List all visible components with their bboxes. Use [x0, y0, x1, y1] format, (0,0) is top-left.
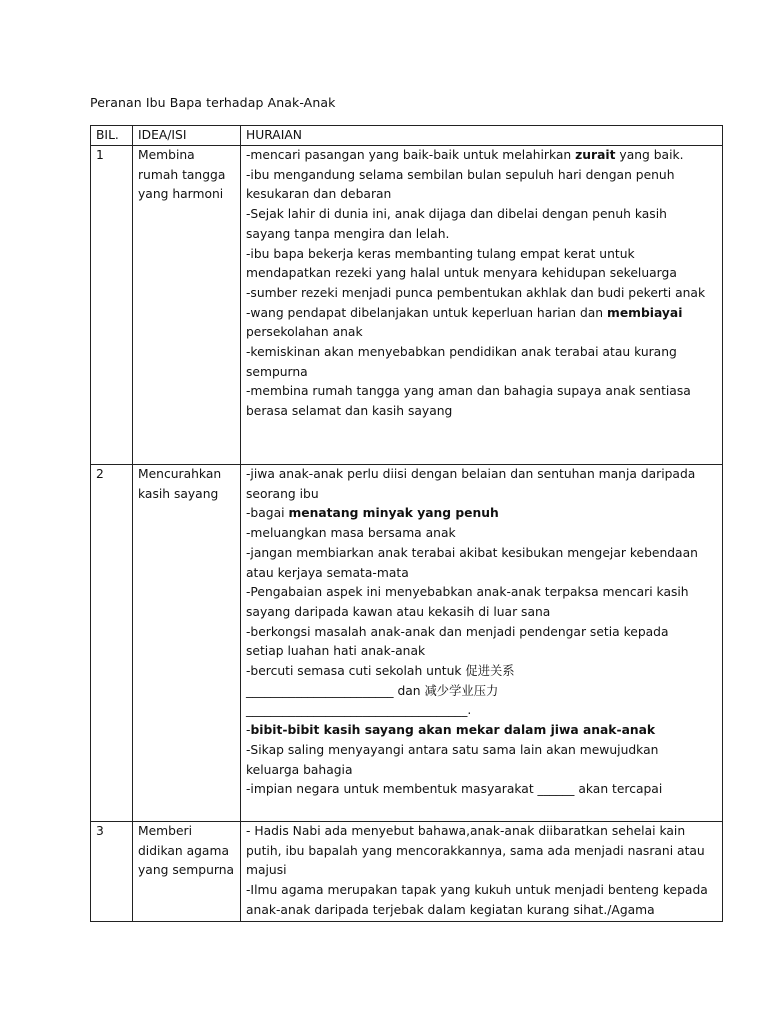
idea-line: rumah tangga: [138, 167, 226, 182]
huraian-line: majusi: [246, 863, 287, 878]
idea-line: yang sempurna: [138, 863, 235, 878]
huraian-line: -ibu mengandung selama sembilan bulan sepuluh hari dengan penuh: [246, 167, 675, 182]
bold-term: zurait: [575, 148, 616, 162]
huraian-line: persekolahan anak: [246, 325, 363, 340]
header-bil: BIL.: [91, 126, 133, 146]
idea-line: kasih sayang: [138, 486, 219, 501]
huraian-line: -kemiskinan akan menyebabkan pendidikan anak terabai atau kurang: [246, 345, 677, 360]
huraian-line: keluarga bahagia: [246, 762, 353, 777]
roles-table: [90, 125, 723, 922]
table-row: [91, 822, 723, 922]
row-number: 1: [91, 146, 133, 465]
huraian-line: kesukaran dan debaran: [246, 187, 392, 202]
huraian-line: -bibit-bibit kasih sayang akan mekar dalam jiwa anak-anak: [246, 723, 656, 738]
table-row: [91, 465, 723, 822]
huraian-line: -sumber rezeki menjadi punca pembentukan akhlak dan budi pekerti anak: [246, 285, 706, 300]
huraian-line: -mencari pasangan yang baik-baik untuk melahirkan zurait yang baik.: [246, 148, 684, 162]
fill-in-blank-line: ________________________ dan 减少学业压力: [246, 683, 499, 698]
bold-term: bibit-bibit kasih sayang akan mekar dalam jiwa anak-anak: [250, 723, 656, 738]
huraian-line: putih, ibu bapalah yang mencorakkannya, sama ada menjadi nasrani atau: [246, 843, 705, 858]
row-idea: [133, 146, 241, 465]
idea-line: Memberi: [138, 824, 192, 838]
huraian-line: -meluangkan masa bersama anak: [246, 526, 456, 541]
row-huraian: [241, 146, 723, 465]
fill-in-blank-line: -impian negara untuk membentuk masyarakat ______ akan tercapai: [246, 782, 663, 797]
idea-line: Mencurahkan: [138, 467, 222, 481]
fill-in-blank-line: ____________________________________.: [246, 703, 472, 718]
huraian-line: berasa selamat dan kasih sayang: [246, 404, 453, 419]
bold-term: membiayai: [607, 305, 683, 320]
huraian-line: atau kerjaya semata-mata: [246, 565, 409, 580]
huraian-line: sayang tanpa mengira dan lelah.: [246, 226, 450, 241]
header-idea: IDEA/ISI: [133, 126, 241, 146]
row-idea: [133, 822, 241, 922]
huraian-line: -jiwa anak-anak perlu diisi dengan belaian dan sentuhan manja daripada: [246, 467, 696, 481]
bold-term: menatang minyak yang penuh: [288, 506, 499, 521]
huraian-line: -wang pendapat dibelanjakan untuk keperluan harian dan membiayai: [246, 305, 683, 320]
huraian-line: anak-anak daripada terjebak dalam kegiatan kurang sihat./Agama: [246, 902, 655, 917]
idea-line: didikan agama: [138, 843, 229, 858]
row-idea: [133, 465, 241, 822]
huraian-line: sayang daripada kawan atau kekasih di luar sana: [246, 604, 551, 619]
idea-line: yang harmoni: [138, 187, 224, 202]
row-number: 3: [91, 822, 133, 922]
huraian-line: -membina rumah tangga yang aman dan bahagia supaya anak sentiasa: [246, 384, 691, 399]
table-row: [91, 146, 723, 465]
huraian-line: -bagai menatang minyak yang penuh: [246, 506, 499, 521]
row-number: 2: [91, 465, 133, 822]
huraian-line: -berkongsi masalah anak-anak dan menjadi pendengar setia kepada: [246, 624, 669, 639]
idea-line: Membina: [138, 148, 195, 162]
huraian-line: setiap luahan hati anak-anak: [246, 644, 426, 659]
huraian-line: - Hadis Nabi ada menyebut bahawa,anak-anak diibaratkan sehelai kain: [246, 824, 686, 838]
row-huraian: [241, 465, 723, 822]
huraian-line: -Pengabaian aspek ini menyebabkan anak-anak terpaksa mencari kasih: [246, 585, 689, 600]
huraian-line: -bercuti semasa cuti sekolah untuk 促进关系: [246, 664, 515, 679]
huraian-line: -Sikap saling menyayangi antara satu sama lain akan mewujudkan: [246, 742, 659, 757]
document-title: Peranan Ibu Bapa terhadap Anak-Anak: [90, 95, 336, 110]
huraian-line: -jangan membiarkan anak terabai akibat kesibukan mengejar kebendaan: [246, 545, 698, 560]
huraian-line: -Sejak lahir di dunia ini, anak dijaga dan dibelai dengan penuh kasih: [246, 207, 667, 222]
huraian-line: seorang ibu: [246, 486, 319, 501]
huraian-line: mendapatkan rezeki yang halal untuk menyara kehidupan sekeluarga: [246, 266, 677, 281]
huraian-line: sempurna: [246, 364, 308, 379]
table-header-row: [91, 126, 723, 146]
header-huraian: HURAIAN: [241, 126, 723, 146]
row-huraian: [241, 822, 723, 922]
huraian-line: -Ilmu agama merupakan tapak yang kukuh untuk menjadi benteng kepada: [246, 883, 708, 898]
huraian-line: -ibu bapa bekerja keras membanting tulang empat kerat untuk: [246, 246, 635, 261]
